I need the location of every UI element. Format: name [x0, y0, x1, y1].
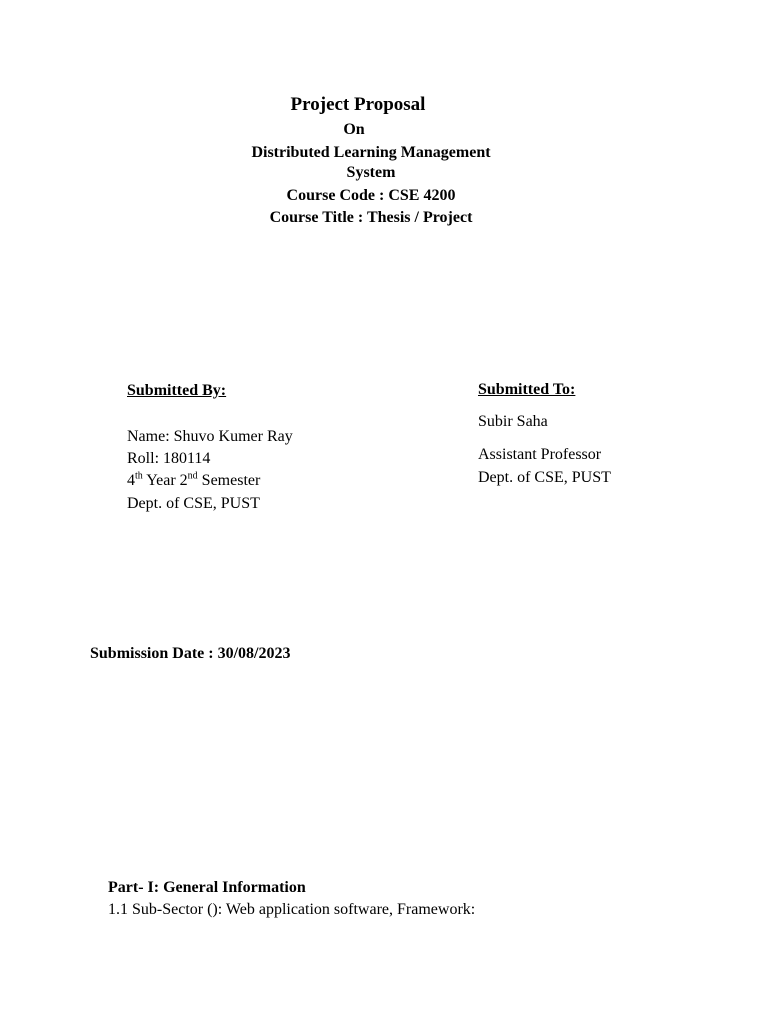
- student-dept: Dept. of CSE, PUST: [127, 495, 260, 512]
- project-subject-line-2: System: [346, 164, 396, 181]
- part-1-heading: Part- I: General Information: [108, 879, 306, 896]
- year-number: 4: [127, 472, 135, 489]
- part-1-item-1-1: 1.1 Sub-Sector (): Web application software, Framework:: [108, 901, 476, 918]
- student-roll: Roll: 180114: [127, 450, 211, 467]
- submitted-to-heading: Submitted To:: [478, 381, 576, 398]
- on-label: On: [343, 121, 365, 138]
- supervisor-designation: Assistant Professor: [478, 446, 602, 463]
- year-superscript: th: [135, 470, 143, 482]
- year-word: Year 2: [142, 472, 188, 489]
- semester-superscript: nd: [187, 470, 198, 482]
- project-subject-line-1: Distributed Learning Management: [251, 144, 491, 161]
- student-name: Name: Shuvo Kumer Ray: [127, 428, 293, 445]
- course-title: Course Title : Thesis / Project: [269, 209, 473, 226]
- course-code: Course Code : CSE 4200: [286, 187, 456, 204]
- submitted-by-heading: Submitted By:: [127, 382, 227, 399]
- supervisor-dept: Dept. of CSE, PUST: [478, 469, 611, 486]
- supervisor-name: Subir Saha: [478, 413, 548, 430]
- semester-word: Semester: [197, 472, 261, 489]
- document-title: Project Proposal: [290, 94, 426, 115]
- student-year-semester: [127, 472, 260, 490]
- submission-date: Submission Date : 30/08/2023: [90, 645, 291, 662]
